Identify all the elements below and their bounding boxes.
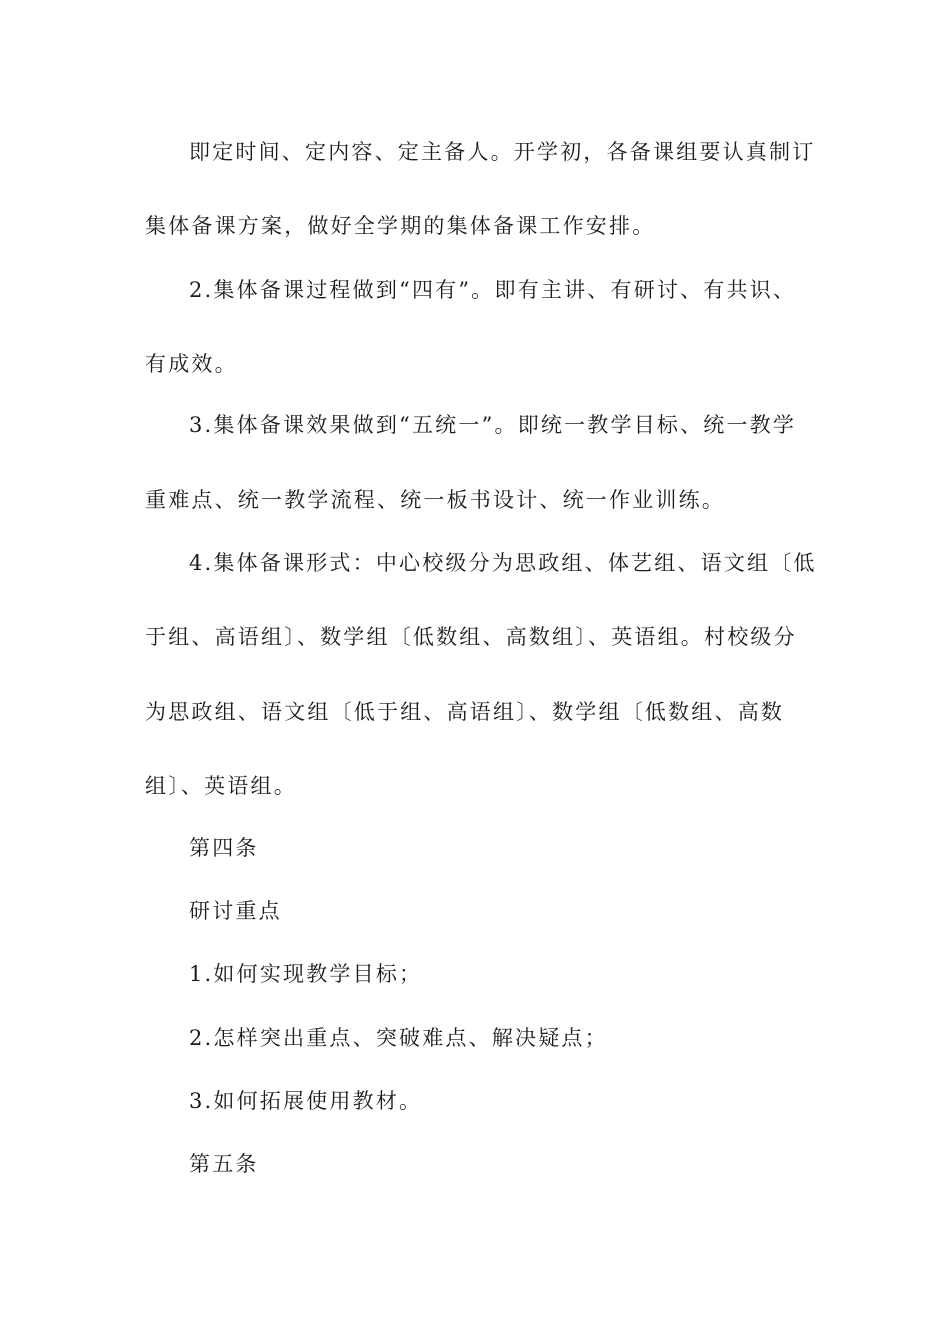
paragraph-line: 即定时间、定内容、定主备人。开学初，各备课组要认真制订 <box>189 140 816 164</box>
paragraph-line: 重难点、统一教学流程、统一板书设计、统一作业训练。 <box>145 488 725 512</box>
list-item-3: 3.如何拓展使用教材。 <box>189 1089 423 1113</box>
section-heading-5: 第五条 <box>189 1152 259 1176</box>
section-heading-4: 第四条 <box>189 836 259 860</box>
paragraph-line: 为思政组、语文组〔低于组、高语组〕、数学组〔低数组、高数 <box>145 700 785 724</box>
list-item-2: 2.怎样突出重点、突破难点、解决疑点； <box>189 1026 608 1050</box>
list-item-3: 3.集体备课效果做到“五统一”。即统一教学目标、统一教学 <box>189 413 797 437</box>
paragraph-line: 组〕、英语组。 <box>145 774 297 798</box>
list-item-1: 1.如何实现教学目标； <box>189 962 423 986</box>
list-item-4: 4.集体备课形式：中心校级分为思政组、体艺组、语文组〔低 <box>189 551 817 575</box>
paragraph-line: 集体备课方案，做好全学期的集体备课工作安排。 <box>145 214 656 238</box>
paragraph-line: 于组、高语组〕、数学组〔低数组、高数组〕、英语组。村校级分 <box>145 625 797 649</box>
paragraph-line: 有成效。 <box>145 352 238 376</box>
list-item-2: 2.集体备课过程做到“四有”。即有主讲、有研讨、有共识、 <box>189 278 797 302</box>
section-subheading: 研讨重点 <box>189 899 282 923</box>
